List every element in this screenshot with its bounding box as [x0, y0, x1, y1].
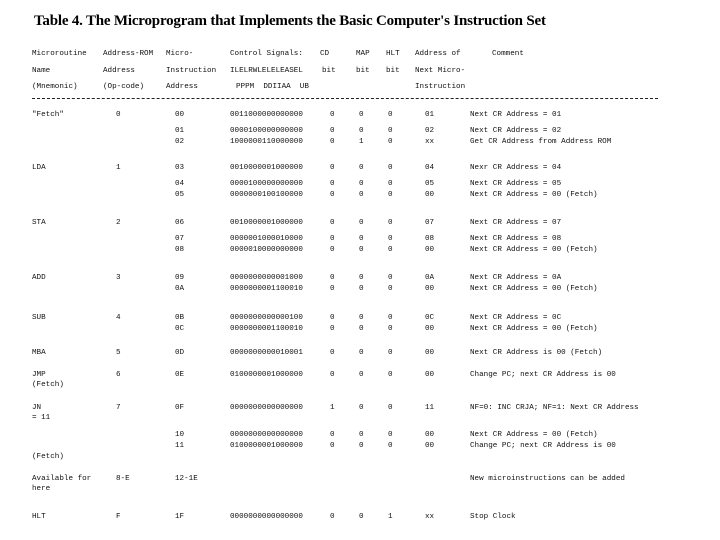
header-cell: Name: [32, 67, 51, 75]
cell-address: 00: [175, 111, 185, 119]
cell-cd-bit: 0: [330, 235, 335, 243]
cell-comment: Get CR Address from Address ROM: [470, 138, 612, 146]
cell-cd-bit: 0: [330, 314, 335, 322]
cell-name-cont: (Fetch): [32, 381, 64, 389]
cell-map-bit: 0: [359, 285, 364, 293]
header-cell: (Op-code): [103, 83, 145, 91]
cell-address: 03: [175, 164, 185, 172]
cell-name: "Fetch": [32, 111, 64, 119]
cell-comment: Stop Clock: [470, 513, 516, 521]
cell-hlt-bit: 0: [388, 127, 393, 135]
cell-opcode: 5: [116, 349, 121, 357]
cell-control-signals: 0000100000000000: [230, 127, 303, 135]
cell-cd-bit: 0: [330, 371, 335, 379]
cell-cd-bit: 0: [330, 219, 335, 227]
cell-control-signals: 0000000000000000: [230, 513, 303, 521]
cell-control-signals: 0000000000010001: [230, 349, 303, 357]
cell-address: 06: [175, 219, 185, 227]
cell-comment: New microinstructions can be added: [470, 475, 625, 483]
cell-control-signals: 0000000001100010: [230, 325, 303, 333]
cell-cd-bit: 0: [330, 325, 335, 333]
cell-comment: Change PC; next CR Address is 00: [470, 442, 616, 450]
cell-comment: Next CR Address = 07: [470, 219, 562, 227]
cell-name: ADD: [32, 274, 46, 282]
header-cell: bit: [356, 67, 370, 75]
cell-control-signals: 0010000001000000: [230, 164, 303, 172]
cell-name: JN: [32, 404, 42, 412]
cell-map-bit: 0: [359, 127, 364, 135]
cell-comment: Nexr CR Address = 04: [470, 164, 562, 172]
cell-address: 0C: [175, 325, 185, 333]
cell-hlt-bit: 0: [388, 164, 393, 172]
cell-map-bit: 0: [359, 274, 364, 282]
cell-hlt-bit: 0: [388, 180, 393, 188]
cell-name: (Fetch): [32, 453, 64, 461]
cell-next-address: 0C: [425, 314, 435, 322]
cell-map-bit: 0: [359, 442, 364, 450]
cell-opcode: 2: [116, 219, 121, 227]
cell-address: 0D: [175, 349, 185, 357]
cell-name: Available for: [32, 475, 92, 483]
cell-name: SUB: [32, 314, 46, 322]
cell-map-bit: 0: [359, 219, 364, 227]
cell-control-signals: 0010000001000000: [230, 219, 303, 227]
header-cell: bit: [386, 67, 400, 75]
cell-control-signals: 0000000100100000: [230, 191, 303, 199]
cell-next-address: 11: [425, 404, 435, 412]
cell-hlt-bit: 0: [388, 371, 393, 379]
cell-hlt-bit: 0: [388, 111, 393, 119]
cell-opcode: 8-E: [116, 475, 130, 483]
cell-address: 0B: [175, 314, 185, 322]
cell-address: 09: [175, 274, 185, 282]
cell-cd-bit: 0: [330, 285, 335, 293]
cell-hlt-bit: 0: [388, 219, 393, 227]
cell-control-signals: 0000000000001000: [230, 274, 303, 282]
header-cell: MAP: [356, 50, 370, 58]
header-cell: CD: [320, 50, 330, 58]
cell-address: 04: [175, 180, 185, 188]
cell-name: STA: [32, 219, 46, 227]
cell-cd-bit: 0: [330, 442, 335, 450]
header-cell: Comment: [492, 50, 524, 58]
header-cell: Micro-: [166, 50, 194, 58]
cell-comment: Next CR Address = 0C: [470, 314, 562, 322]
cell-map-bit: 0: [359, 404, 364, 412]
cell-hlt-bit: 0: [388, 285, 393, 293]
cell-name: MBA: [32, 349, 46, 357]
cell-address: 01: [175, 127, 185, 135]
cell-name: HLT: [32, 513, 46, 521]
cell-cd-bit: 0: [330, 127, 335, 135]
cell-next-address: 08: [425, 235, 435, 243]
cell-hlt-bit: 0: [388, 246, 393, 254]
cell-cd-bit: 0: [330, 246, 335, 254]
cell-map-bit: 0: [359, 349, 364, 357]
cell-hlt-bit: 0: [388, 314, 393, 322]
cell-comment: Next CR Address = 00 (Fetch): [470, 246, 598, 254]
cell-cd-bit: 1: [330, 404, 335, 412]
cell-control-signals: 0000000000000000: [230, 404, 303, 412]
cell-address: 10: [175, 431, 185, 439]
header-cell: Address-ROM: [103, 50, 154, 58]
table-title: Table 4. The Microprogram that Implements the Basic Computer's Instruction Set: [34, 13, 546, 29]
cell-address: 07: [175, 235, 185, 243]
cell-next-address: 00: [425, 371, 435, 379]
cell-opcode: 3: [116, 274, 121, 282]
cell-hlt-bit: 0: [388, 349, 393, 357]
cell-address: 0F: [175, 404, 185, 412]
cell-control-signals: 0000000000000100: [230, 314, 303, 322]
cell-address: 08: [175, 246, 185, 254]
cell-next-address: 04: [425, 164, 435, 172]
cell-address: 0A: [175, 285, 185, 293]
header-cell: Address: [103, 67, 135, 75]
cell-next-address: 05: [425, 180, 435, 188]
cell-control-signals: 0000100000000000: [230, 180, 303, 188]
cell-comment: Next CR Address = 05: [470, 180, 562, 188]
cell-address: 11: [175, 442, 185, 450]
cell-hlt-bit: 0: [388, 138, 393, 146]
cell-next-address: 07: [425, 219, 435, 227]
cell-hlt-bit: 0: [388, 404, 393, 412]
cell-map-bit: 0: [359, 235, 364, 243]
cell-hlt-bit: 0: [388, 235, 393, 243]
cell-cd-bit: 0: [330, 164, 335, 172]
cell-map-bit: 0: [359, 246, 364, 254]
cell-name: LDA: [32, 164, 46, 172]
cell-next-address: 00: [425, 285, 435, 293]
header-cell: HLT: [386, 50, 400, 58]
cell-next-address: xx: [425, 138, 435, 146]
cell-comment: Next CR Address = 01: [470, 111, 562, 119]
cell-opcode: 1: [116, 164, 121, 172]
cell-comment: Next CR Address = 00 (Fetch): [470, 285, 598, 293]
cell-comment: Next CR Address = 0A: [470, 274, 562, 282]
cell-comment: Next CR Address = 08: [470, 235, 562, 243]
cell-hlt-bit: 0: [388, 431, 393, 439]
header-cell: bit: [322, 67, 336, 75]
cell-map-bit: 0: [359, 180, 364, 188]
cell-control-signals: 0011000000000000: [230, 111, 303, 119]
cell-map-bit: 0: [359, 431, 364, 439]
header-cell: Instruction: [415, 83, 466, 91]
header-divider: [32, 98, 658, 99]
cell-opcode: 7: [116, 404, 121, 412]
cell-map-bit: 0: [359, 111, 364, 119]
cell-cd-bit: 0: [330, 349, 335, 357]
cell-address: 05: [175, 191, 185, 199]
cell-next-address: 00: [425, 191, 435, 199]
cell-cd-bit: 0: [330, 513, 335, 521]
cell-opcode: 4: [116, 314, 121, 322]
cell-cd-bit: 0: [330, 274, 335, 282]
cell-cd-bit: 0: [330, 191, 335, 199]
cell-comment: Next CR Address = 00 (Fetch): [470, 431, 598, 439]
cell-map-bit: 1: [359, 138, 364, 146]
cell-next-address: 02: [425, 127, 435, 135]
cell-comment: Next CR Address = 00 (Fetch): [470, 191, 598, 199]
cell-hlt-bit: 0: [388, 325, 393, 333]
header-cell: Address: [166, 83, 198, 91]
cell-map-bit: 0: [359, 191, 364, 199]
cell-address: 0E: [175, 371, 185, 379]
cell-control-signals: 0100000001000000: [230, 371, 303, 379]
header-cell: Control Signals:: [230, 50, 303, 58]
cell-control-signals: 1000000110000000: [230, 138, 303, 146]
cell-hlt-bit: 1: [388, 513, 393, 521]
cell-next-address: 00: [425, 246, 435, 254]
cell-cd-bit: 0: [330, 111, 335, 119]
cell-opcode: 0: [116, 111, 121, 119]
cell-address: 02: [175, 138, 185, 146]
cell-next-address: 00: [425, 325, 435, 333]
cell-comment: Change PC; next CR Address is 00: [470, 371, 616, 379]
header-cell: Next Micro-: [415, 67, 466, 75]
header-cell: Microroutine: [32, 50, 87, 58]
cell-control-signals: 0000000000000000: [230, 431, 303, 439]
header-cell: ILELRWLELELEASEL: [230, 67, 303, 75]
cell-map-bit: 0: [359, 371, 364, 379]
cell-control-signals: 0100000001000000: [230, 442, 303, 450]
cell-next-address: 00: [425, 431, 435, 439]
cell-map-bit: 0: [359, 314, 364, 322]
cell-opcode: 6: [116, 371, 121, 379]
cell-control-signals: 0000000001100010: [230, 285, 303, 293]
cell-cd-bit: 0: [330, 138, 335, 146]
cell-next-address: 01: [425, 111, 435, 119]
cell-address: 12-1E: [175, 475, 198, 483]
header-cell: Address of: [415, 50, 461, 58]
cell-map-bit: 0: [359, 164, 364, 172]
cell-next-address: 00: [425, 349, 435, 357]
cell-name-cont: = 11: [32, 414, 51, 422]
cell-comment: Next CR Address = 00 (Fetch): [470, 325, 598, 333]
cell-next-address: 0A: [425, 274, 435, 282]
cell-map-bit: 0: [359, 513, 364, 521]
cell-address: 1F: [175, 513, 185, 521]
header-cell: (Mnemonic): [32, 83, 78, 91]
cell-next-address: 00: [425, 442, 435, 450]
cell-comment: NF=0: INC CRJA; NF=1: Next CR Address: [470, 404, 639, 412]
cell-control-signals: 0000001000010000: [230, 235, 303, 243]
cell-opcode: F: [116, 513, 121, 521]
header-cell: Instruction: [166, 67, 217, 75]
cell-cd-bit: 0: [330, 431, 335, 439]
cell-cd-bit: 0: [330, 180, 335, 188]
cell-name-cont: here: [32, 485, 51, 493]
cell-comment: Next CR Address = 02: [470, 127, 562, 135]
cell-comment: Next CR Address is 00 (Fetch): [470, 349, 603, 357]
header-cell: PPPM DDIIAA UB: [236, 83, 309, 91]
cell-next-address: xx: [425, 513, 435, 521]
cell-hlt-bit: 0: [388, 442, 393, 450]
cell-hlt-bit: 0: [388, 191, 393, 199]
cell-map-bit: 0: [359, 325, 364, 333]
cell-name: JMP: [32, 371, 46, 379]
cell-hlt-bit: 0: [388, 274, 393, 282]
cell-control-signals: 0000010000000000: [230, 246, 303, 254]
